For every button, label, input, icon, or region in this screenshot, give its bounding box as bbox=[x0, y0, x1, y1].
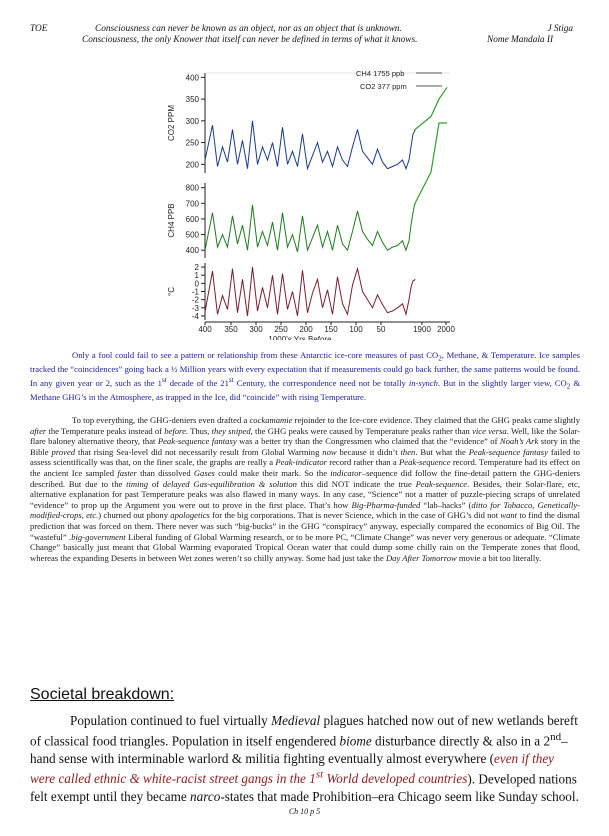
y-tick-label-2-6: -4 bbox=[191, 311, 199, 321]
series-line-1 bbox=[205, 203, 415, 252]
header-left: TOE bbox=[30, 24, 48, 34]
recent-temp-line bbox=[415, 279, 416, 280]
y-tick-label-1-4: 800 bbox=[185, 183, 199, 193]
y-tick-label-2-2: 0 bbox=[194, 279, 199, 289]
annotation-co2: CO2 377 ppm bbox=[360, 82, 407, 91]
header-right2: Nome Mandala II bbox=[487, 35, 554, 45]
x-tick-label-6: 100 bbox=[349, 325, 363, 334]
ice-core-charts bbox=[160, 68, 460, 340]
y-axis-label-1: CH4 PPB bbox=[167, 203, 176, 238]
x-tick-label-4: 200 bbox=[299, 325, 313, 334]
annotation-ch4: CH4 1755 ppb bbox=[356, 69, 405, 78]
red-aside: even if they were called ethnic & white-racist street gangs in the 1st World developed countries bbox=[30, 750, 555, 787]
y-tick-label-2-3: -1 bbox=[191, 287, 199, 297]
y-axis-label-0: CO2 PPM bbox=[167, 104, 176, 142]
x-tick-label-1: 350 bbox=[224, 325, 238, 334]
header-line2: Consciousness, the only Knower that itself can never be defined in terms of what it knows. bbox=[82, 35, 418, 45]
page-footer: Ch 10 p 5 bbox=[288, 807, 321, 816]
y-tick-label-1-0: 400 bbox=[185, 246, 199, 256]
y-tick-label-0-4: 400 bbox=[185, 73, 199, 83]
y-tick-label-1-2: 600 bbox=[185, 214, 199, 224]
page-header bbox=[0, 22, 609, 56]
header-line1: Consciousness can never be known as an object, nor as an object that is unknown. bbox=[95, 24, 402, 34]
y-tick-label-2-0: 2 bbox=[194, 263, 199, 273]
recent-rise-line-0 bbox=[415, 87, 448, 131]
series-line-0 bbox=[205, 121, 415, 169]
y-tick-label-0-2: 300 bbox=[185, 116, 199, 126]
x-tick-label-0: 400 bbox=[198, 325, 212, 334]
section-title: Societal breakdown: bbox=[30, 686, 175, 703]
x-tick-label-7: 50 bbox=[376, 325, 386, 334]
series-line-2 bbox=[205, 267, 415, 316]
x-tick-label-3: 250 bbox=[274, 325, 288, 334]
header-right1: J Stiga bbox=[547, 24, 573, 34]
y-tick-label-0-1: 250 bbox=[185, 138, 199, 148]
x-tick-label-9: 2000 bbox=[437, 325, 455, 334]
y-tick-label-2-5: -3 bbox=[191, 303, 199, 313]
y-tick-label-0-3: 350 bbox=[185, 95, 199, 105]
y-tick-label-2-4: -2 bbox=[191, 295, 199, 305]
y-axis-label-2: °C bbox=[167, 287, 176, 296]
x-tick-label-5: 150 bbox=[324, 325, 338, 334]
y-tick-label-2-1: 1 bbox=[194, 271, 199, 281]
x-tick-label-8: 1900 bbox=[413, 325, 431, 334]
x-tick-label-2: 300 bbox=[249, 325, 263, 334]
body-paragraph: Population continued to fuel virtually Medieval plagues hatched now out of new wetlands bereft of classical food triangles. Population in itself engendered biome disturbance directly & also in a 2nd–hand sense with interminable warlord & militia fighting eventually almost everywhere (even if they were called ethnic & white-racist street gangs in the 1st World developed countries). Developed nations felt exempt until they became narco-states that made Prohibition–era Chicago seem like Sunday school. bbox=[30, 713, 579, 804]
y-tick-label-0-0: 200 bbox=[185, 160, 199, 170]
recent-rise-line-1 bbox=[415, 123, 448, 205]
x-axis-label: 1000's Yrs Before bbox=[268, 335, 332, 340]
y-tick-label-1-1: 500 bbox=[185, 230, 199, 240]
paragraph-1: Only a fool could fail to see a pattern or relationship from these Antarctic ice-core measures of past $CO_2$, Methane, & Temperature. Ice samples tracked the “coincidences” going back a ½ Million years with every expectation that if measurements could go back further, the same patterns would be found. In any given year or 2, such as the 1st decade of the 21st Century, the correspondence need not be totally in-synch. But in the slightly larger view, $CO_2$ & Methane GHG’s in the Atmosphere, as trapped in the Ice, did “coincide” with rising Temperature. bbox=[30, 350, 581, 403]
ice-core-chart-svg bbox=[160, 68, 460, 340]
paragraph-2: To top everything, the GHG-deniers even drafted a cockamamie rejoinder to the Ice-core evidence. They claimed that the GHG peaks came slightly after the Temperature peaks instead of before. Thus, they sniped, the GHG peaks were caused by Temperature peaks rather than vice versa. Well, like the Solar-flare baloney alternative theory, that Peak-sequence fantasy was a better try than the Congressmen who claimed that the “evidence” of Noah’s Ark story in the Bible proved that rising Sea-level did not necessarily result from Global Warming now because it didn’t then. But what the Peak-sequence fantasy failed to assess scientifically was that, on the finer scale, the graphs are really a Peak-indicator record rather than a Peak-sequence record. Temperature had its effect on the ancient Ice sampled faster than dissolved Gases could make their mark. So the indicator–sequence did follow the fine-detail pattern the GHG-deniers described. But due to the timing of delayed Gas-equilibration & solution this did NOT indicate the true Peak-sequence. Besides, their Solar-flare, etc, alternative explanation for past Temperature peaks was also flawed in many ways. In any case, “Science” not a matter of puzzle-piecing scraps of unrelated “evidence” to prop up the Argument you were out to prove in the first place. That’s how Big-Pharma-funded “lab–hacks” (ditto for Tobacco, Genetically-modified-crops, etc.) churned out phony apologetics for the big corporations. That is never Science, which in the case of GHG’s did not want to find the dismal prediction that was forced on them. There never was such “big-bucks” in the GHG “conspiracy” anyway, especially compared the economics of Big Oil. The “wasteful” .big-government Liberal funding of Global Warming research, or to be more PC, “Climate Change” was never very generous or adequate. “Climate Change” basically just meant that Global Warming evaporated Tropical Ocean water that could dump some chilly rain on the Temperate zones that flood, whereas the expanding Deserts in between Wet zones weren’t so chilly anyway. Some had just take the Day After Tomorrow movie a bit too literally. bbox=[30, 415, 581, 563]
y-tick-label-1-3: 700 bbox=[185, 199, 199, 209]
